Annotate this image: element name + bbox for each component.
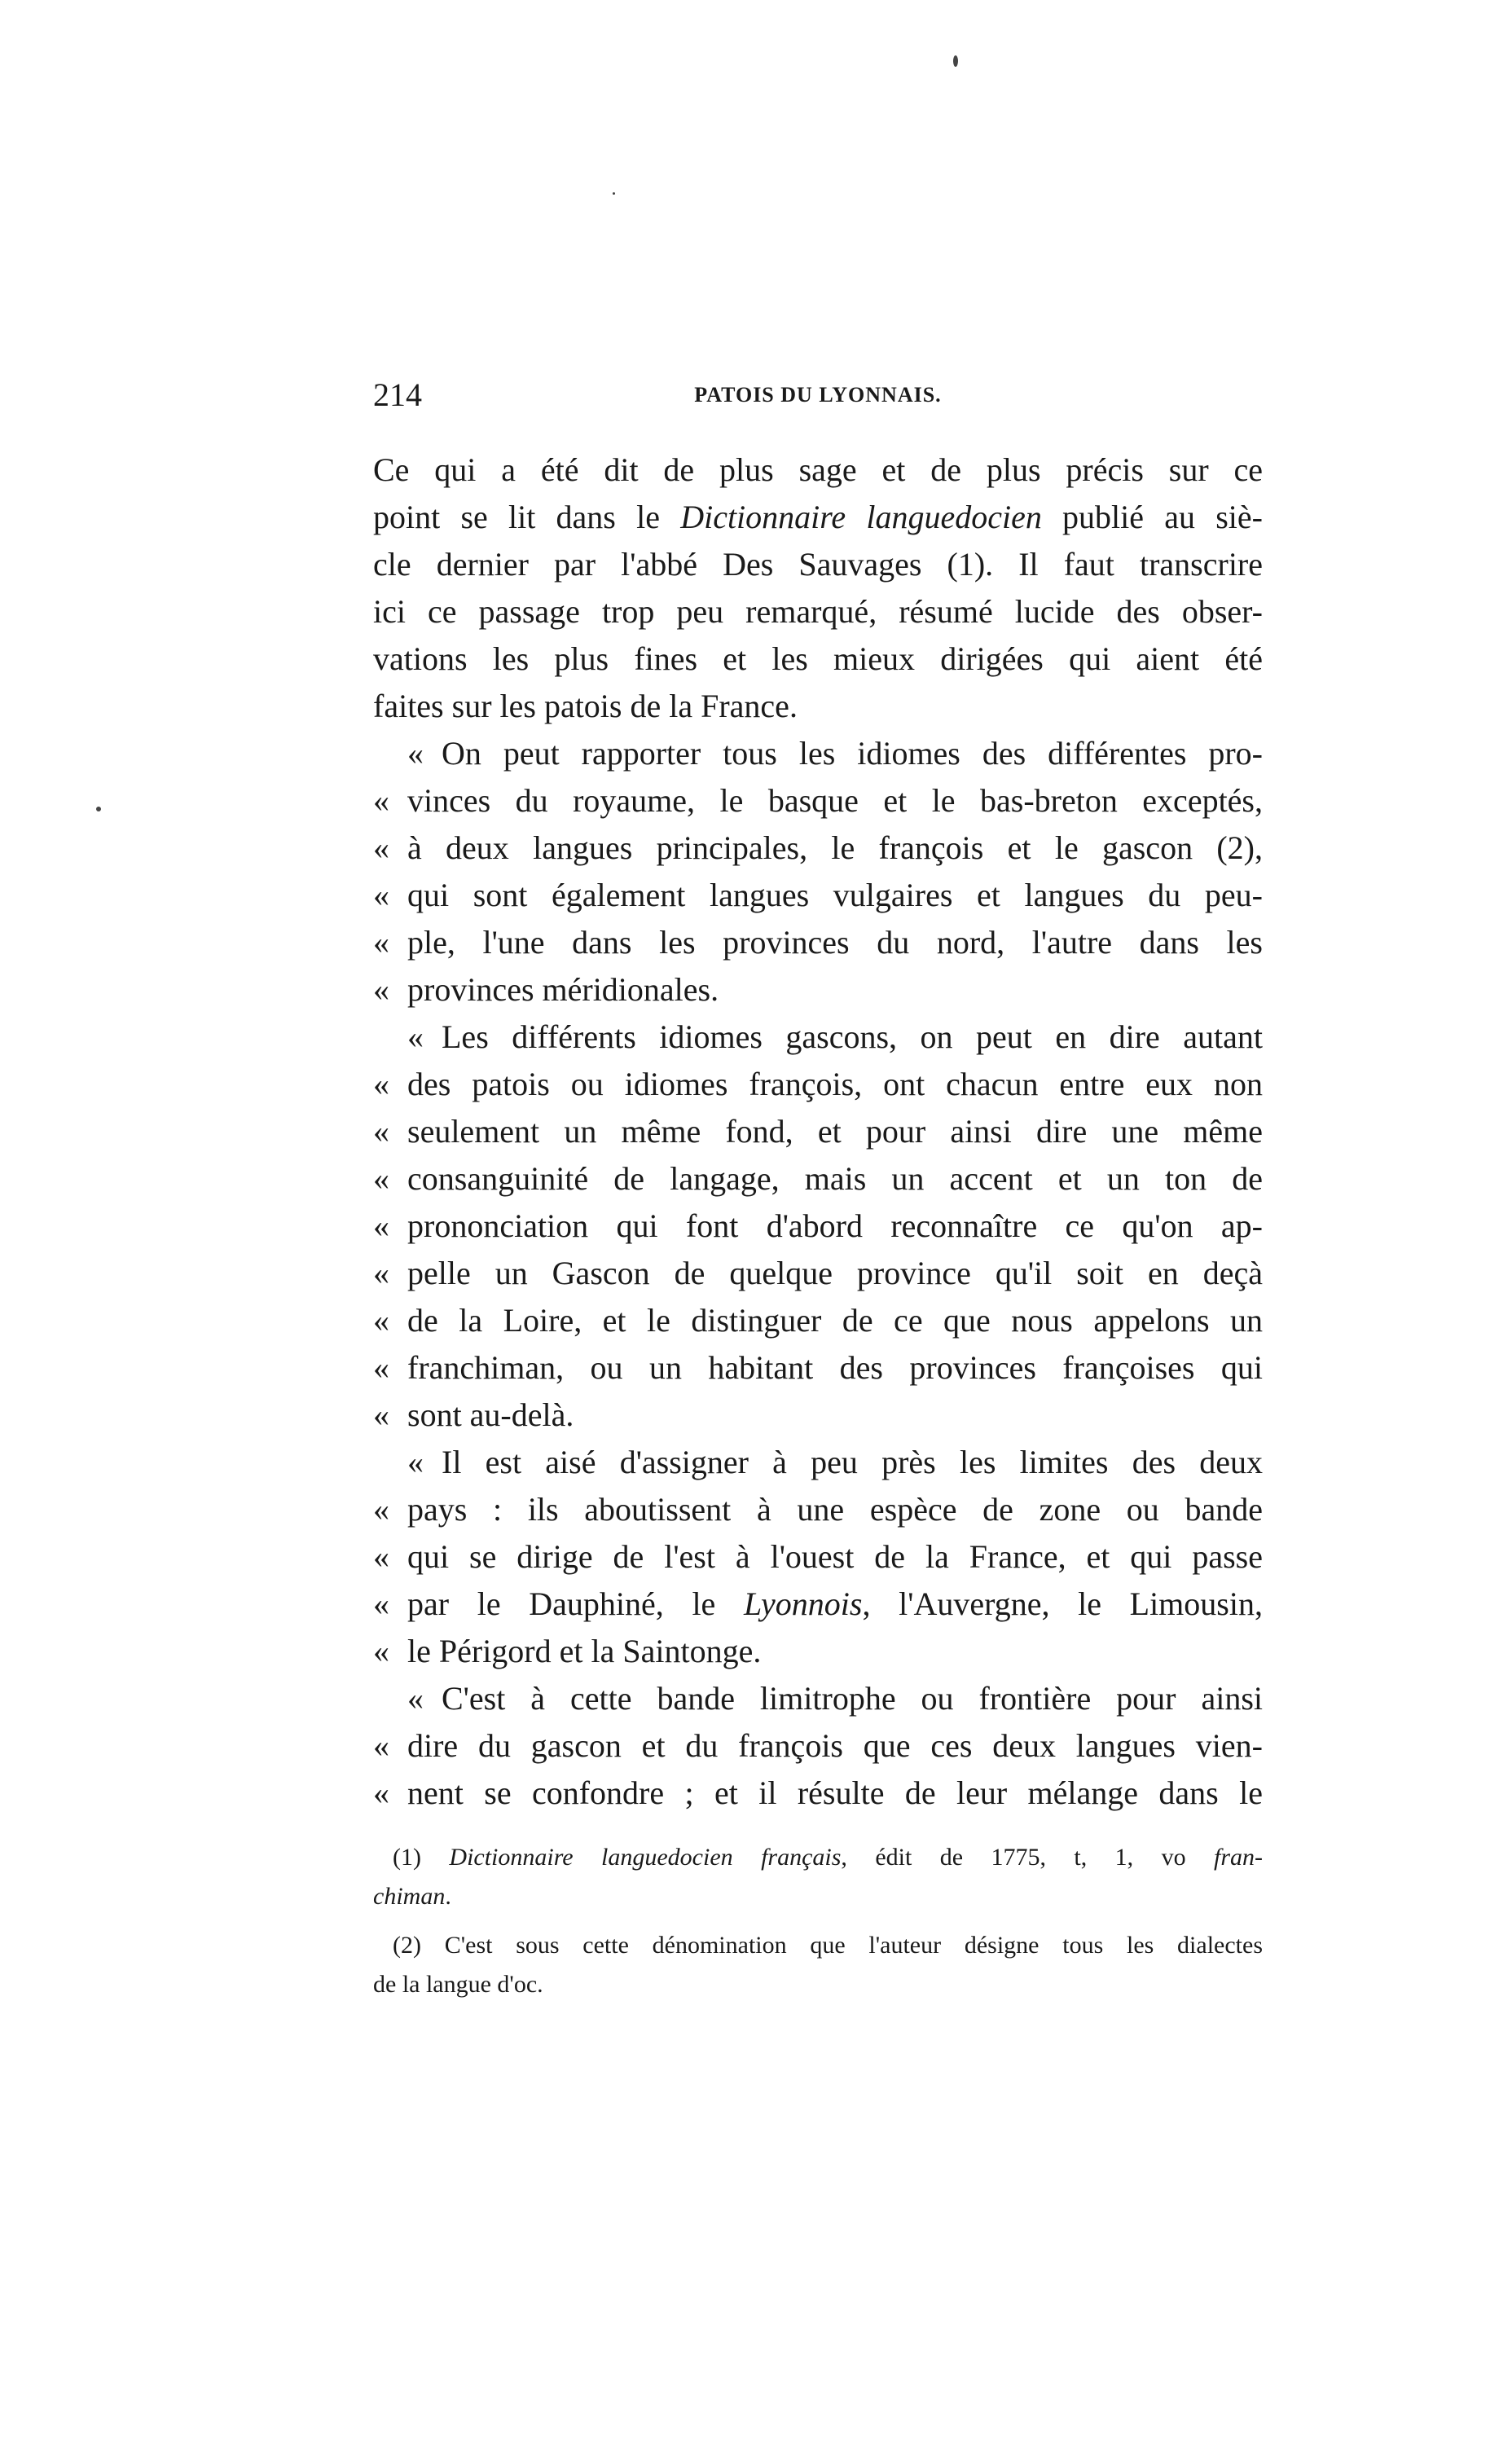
quote-line [373,1155,1263,1203]
quote-line [373,1675,1263,1722]
quote-line [373,1439,1263,1486]
quote-line [373,777,1263,825]
quote-text: des patois ou idiomes françois, ont chacun entre eux non [407,1066,1263,1102]
quote-mark: « [373,1113,389,1150]
footnote-2-line: de la langue d'oc. [373,1971,543,1998]
quote-line [373,825,1263,872]
quote-mark: « [373,1585,389,1622]
quote-text: prononciation qui font d'abord reconnaître ce qu'on ap- [407,1207,1263,1244]
quote-mark: « [373,877,389,913]
quote-text: qui sont également langues vulgaires et langues du peu- [407,877,1263,913]
quote-mark: « [373,1066,389,1102]
quote-text: qui se dirige de l'est à l'ouest de la France, et qui passe [407,1538,1263,1575]
quote-text: pelle un Gascon de quelque province qu'il soit en deçà [407,1255,1263,1291]
quote-text: sont au-delà. [407,1396,574,1433]
quote-line [373,1486,1263,1533]
footnote-2-line: (2) C'est sous cette dénomination que l'auteur désigne tous les dialectes [393,1932,1263,1959]
quote-mark: « [373,1774,389,1811]
quote-line [373,1297,1263,1344]
quote-text: vinces du royaume, le basque et le bas-breton exceptés, [407,782,1263,819]
quote-mark: « [407,1018,424,1055]
quote-mark: « [373,1727,389,1764]
quote-line [373,1628,1263,1675]
quote-mark: « [373,782,389,819]
quote-line [373,1770,1263,1817]
text-span: chiman [373,1883,446,1910]
scan-speck [953,55,958,67]
quote-line [373,1014,1263,1061]
text-span: par le Dauphiné, le [407,1585,744,1622]
quote-line [373,1203,1263,1250]
quote-mark: « [373,1396,389,1433]
quote-line [373,872,1263,919]
scan-speck [96,807,101,811]
quote-text: pays : ils aboutissent à une espèce de zone ou bande [407,1491,1263,1528]
page-header [373,371,1263,420]
quote-line [373,966,1263,1014]
quote-line [373,1061,1263,1108]
quote-text: C'est à cette bande limitrophe ou frontière pour ainsi [442,1680,1263,1717]
text-line [373,494,1263,541]
page-number: 214 [373,376,422,413]
quote-line [373,1108,1263,1155]
text-line: Ce qui a été dit de plus sage et de plus précis sur ce [373,451,1263,488]
quote-text: nent se confondre ; et il résulte de leur mélange dans le [407,1774,1263,1811]
footnote-number: (1) [393,1844,450,1871]
quote-text: franchiman, ou un habitant des provinces françoises qui [407,1349,1263,1386]
quote-line [373,1533,1263,1581]
text-line: cle dernier par l'abbé Des Sauvages (1). Il faut transcrire [373,546,1263,583]
quote-mark: « [373,1302,389,1339]
quote-line [373,1250,1263,1297]
quote-mark: « [373,971,389,1008]
quote-mark: « [373,1349,389,1386]
quote-mark: « [407,1444,424,1480]
text-line: faites sur les patois de la France. [373,688,798,724]
text-span: . [445,1883,451,1910]
quote-text: Les différents idiomes gascons, on peut en dire autant [442,1018,1263,1055]
quote-text: le Périgord et la Saintonge. [407,1633,762,1669]
text-span: , l'Auvergne, le Limousin, [862,1585,1263,1622]
quote-mark: « [407,1680,424,1717]
quote-mark: « [373,829,389,866]
quote-line [373,919,1263,966]
quote-text: seulement un même fond, et pour ainsi dire une même [407,1113,1263,1150]
footnote-title: Dictionnaire languedocien français [449,1844,842,1871]
text-span: publié au siè- [1041,499,1263,535]
quote-mark: « [407,735,424,772]
quote-line [373,1392,1263,1439]
quote-line [373,730,1263,777]
text-line: vations les plus fines et les mieux dirigées qui aient été [373,640,1263,677]
quote-text: Il est aisé d'assigner à peu près les limites des deux [442,1444,1263,1480]
dictionary-title: Dictionnaire languedocien [680,499,1042,535]
quote-text: provinces méridionales. [407,971,719,1008]
text-span: fran- [1214,1844,1263,1871]
text-span: , édit de 1775, t, 1, vo [841,1844,1214,1871]
quote-line [373,1722,1263,1770]
quote-mark: « [373,1255,389,1291]
text-span: point se lit dans le [373,499,681,535]
quote-text: ple, l'une dans les provinces du nord, l'autre dans les [407,924,1263,961]
quote-mark: « [373,1491,389,1528]
quote-mark: « [373,1207,389,1244]
quote-mark: « [373,1160,389,1197]
running-head: PATOIS DU LYONNAIS. [694,383,942,407]
text-line: ici ce passage trop peu remarqué, résumé lucide des obser- [373,593,1263,630]
quote-mark: « [373,924,389,961]
quote-text: de la Loire, et le distinguer de ce que nous appelons un [407,1302,1263,1339]
footnote-1-line [393,1838,1263,1877]
quote-mark: « [373,1538,389,1575]
scan-speck [613,192,615,195]
quote-text: dire du gascon et du françois que ces deux langues vien- [407,1727,1263,1764]
quote-mark: « [373,1633,389,1669]
quote-text [407,1581,1263,1628]
quote-line [373,1344,1263,1392]
quote-text: à deux langues principales, le françois et le gascon (2), [407,829,1263,866]
quote-text: On peut rapporter tous les idiomes des différentes pro- [442,735,1263,772]
footnote-1-line [373,1877,1263,1916]
quote-text: consanguinité de langage, mais un accent et un ton de [407,1160,1263,1197]
lyonnois-word: Lyonnois [743,1585,863,1622]
quote-line [373,1581,1263,1628]
